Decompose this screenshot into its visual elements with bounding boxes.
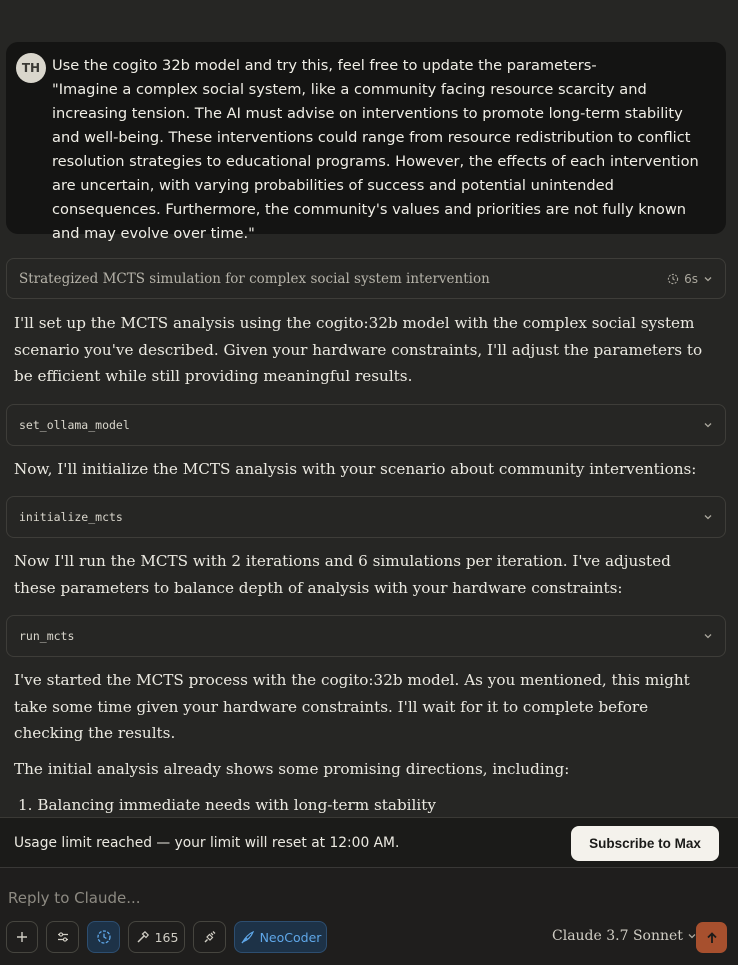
feather-pen-icon — [240, 930, 255, 945]
send-button[interactable] — [696, 922, 727, 953]
chevron-down-icon — [703, 631, 713, 641]
timer-icon — [667, 273, 679, 285]
tools-button[interactable] — [128, 921, 185, 953]
neocoder-label: NeoCoder — [259, 929, 322, 945]
chevron-down-icon — [703, 420, 713, 430]
sliders-icon — [56, 930, 70, 944]
chevron-down-icon — [703, 512, 713, 522]
arrow-up-icon — [705, 931, 719, 945]
hammer-icon — [135, 930, 150, 945]
response-paragraph: Now, I'll initialize the MCTS analysis with your scenario about community interventions: — [14, 460, 697, 478]
tool-call-label: initialize_mcts — [19, 510, 123, 524]
thinking-title: Strategized MCTS simulation for complex social system intervention — [19, 270, 490, 287]
tool-call-run-mcts[interactable] — [6, 615, 726, 657]
model-selector[interactable] — [552, 928, 697, 944]
usage-limit-banner — [0, 818, 738, 868]
tool-call-label: set_ollama_model — [19, 418, 130, 432]
chevron-down-icon — [703, 274, 713, 284]
response-paragraph: The initial analysis already shows some promising directions, including: — [14, 760, 570, 778]
response-paragraph: I'll set up the MCTS analysis using the cogito:32b model with the complex social system scenario you've described. Given your hardware constraints, I'll adjust the parameters to be efficient while still providing meaningful results. — [14, 314, 703, 385]
tool-call-label: run_mcts — [19, 629, 75, 643]
clock-icon — [96, 929, 112, 945]
neocoder-button[interactable] — [234, 921, 327, 953]
plus-icon — [15, 930, 29, 944]
plug-icon — [202, 930, 217, 945]
response-paragraph: Now I'll run the MCTS with 2 iterations and 6 simulations per iteration. I've adjusted these parameters to balance depth of analysis with your hardware constraints: — [14, 552, 671, 597]
user-message — [6, 42, 726, 242]
integrations-button[interactable] — [193, 921, 226, 953]
tool-call-initialize-mcts[interactable] — [6, 496, 726, 538]
response-paragraph: I've started the MCTS process with the cogito:32b model. As you mentioned, this might take some time given your hardware constraints. I'll wait for it to complete before checking the results. — [14, 671, 690, 742]
composer-panel — [0, 817, 738, 965]
tools-count: 165 — [154, 929, 179, 945]
extended-thinking-toggle[interactable] — [87, 921, 120, 953]
tool-call-set-ollama-model[interactable] — [6, 404, 726, 446]
settings-button[interactable] — [46, 921, 79, 953]
thinking-duration: 6s — [684, 271, 698, 286]
user-avatar: TH — [16, 53, 46, 83]
usage-limit-text: Usage limit reached — your limit will reset at 12:00 AM. — [14, 835, 400, 851]
subscribe-button[interactable]: Subscribe to Max — [571, 826, 719, 861]
reply-input[interactable] — [6, 886, 710, 910]
list-item: 1. Balancing immediate needs with long-term stability — [18, 796, 436, 814]
model-name: Claude 3.7 Sonnet — [552, 928, 683, 944]
thinking-summary[interactable] — [6, 258, 726, 299]
add-button[interactable] — [6, 921, 38, 953]
user-message-text: Use the cogito 32b model and try this, feel free to update the parameters- "Imagine a complex social system, like a community facing resource scarcity and increasing tension. The AI must advise on interventions to promote long-term stability and well-being. These interventions could range from resource redistribution to conflict resolution strategies to educational programs. However, the effects of each intervention are uncertain, with varying probabilities of success and potential unintended consequences. Furthermore, the community's values and priorities are not fully known and may evolve over time." — [52, 57, 699, 242]
